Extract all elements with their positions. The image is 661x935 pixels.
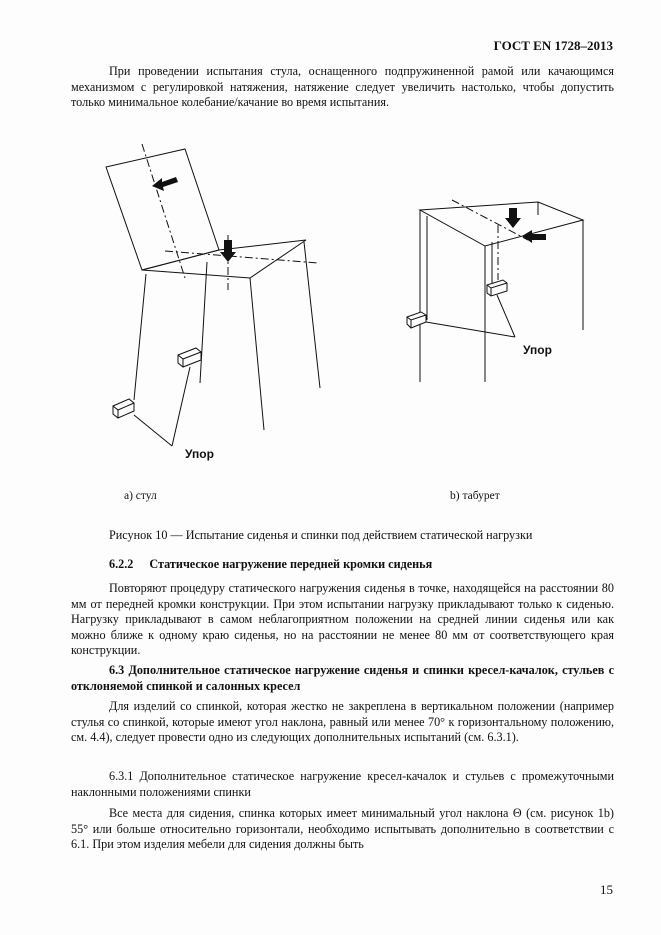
section-6-2-2-number: 6.2.2 (109, 557, 134, 571)
subfigure-a-label: а) стул (124, 490, 157, 502)
section-6-2-2-text: Повторяют процедуру статического нагружения сиденья в точке, находящейся на расстоянии 80 мм от передней кромки конструкции. При этом испытании нагрузку прикладывают только к сиденью. Нагрузку прикладывают в самом неблагоприятном положении на средней линии сиденья или как можно ближе к одному краю сиденья, но на расстоянии не менее 80 мм от соответствующего края конструкции. (71, 581, 614, 657)
stool-drawing (407, 200, 583, 382)
figure-10-drawing (0, 130, 661, 510)
chair-drawing (106, 144, 320, 446)
section-6-2-2-title: Статическое нагружение передней кромки сиденья (149, 557, 433, 571)
figure-caption: Рисунок 10 — Испытание сиденья и спинки под действием статической нагрузки (109, 528, 533, 542)
subfigure-b-label: b) табурет (450, 490, 500, 502)
page-number: 15 (600, 882, 613, 897)
stop-label-chair: Упор (185, 447, 214, 461)
document-header: ГОСТ EN 1728–2013 (493, 38, 613, 53)
stop-label-stool: Упор (523, 343, 552, 357)
section-6-3-1-heading: 6.3.1 Дополнительное статическое нагружение кресел-качалок и стульев с промежуточными наклонными положениями спинки (71, 769, 614, 799)
figure-10 (0, 130, 661, 510)
section-6-3-1-text: Все места для сидения, спинка которых имеет минимальный угол наклона Θ (см. рисунок 1b) 55° или больше относительно горизонтали, необходимо испытывать дополнительно в соответствии с 6.1. При этом изделия мебели для сидения должны быть (71, 806, 614, 851)
section-6-3-heading: 6.3 Дополнительное статическое нагружение сиденья и спинки кресел-качалок, стульев с отклоняемой спинкой и салонных кресел (71, 663, 614, 693)
intro-paragraph: При проведении испытания стула, оснащенного подпружиненной рамой или качающимся механизмом с регулировкой натяжения, натяжение следует увеличить настолько, чтобы допустить только минимальное колебание/качание во время испытания. (71, 64, 614, 109)
section-6-2-2-heading (109, 557, 432, 572)
section-6-3-text: Для изделий со спинкой, которая жестко не закреплена в вертикальном положении (например стулья со спинкой, которые имеют угол наклона, равный или менее 70° к горизонтальному положению, см. 4.4), следует провести одно из следующих дополнительных испытаний (см. 6.3.1). (71, 699, 614, 744)
